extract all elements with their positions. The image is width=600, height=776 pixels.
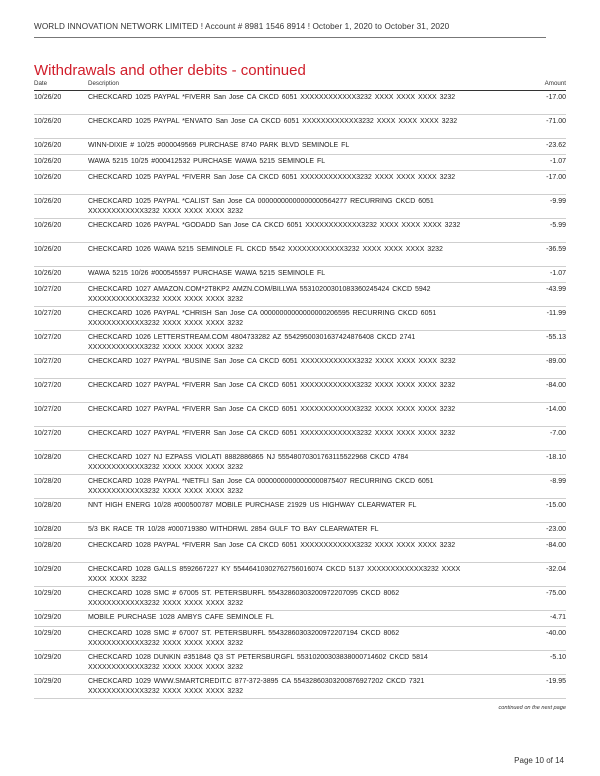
row-date: 10/26/20: [34, 158, 62, 165]
table-row: [34, 331, 566, 355]
row-amount: -17.00: [546, 94, 566, 101]
table-row: [34, 651, 566, 675]
column-header-amount: Amount: [544, 80, 566, 87]
row-date: 10/26/20: [34, 94, 62, 101]
row-description: CHECKCARD 1026 PAYPAL *GODADD San Jose CA CKCD 6051 XXXXXXXXXXXX3232 XXXX XXXX XXXX 3232: [88, 222, 461, 229]
table-row: [34, 307, 566, 331]
table-row: [34, 499, 566, 523]
table-row: [34, 563, 566, 587]
row-date: 10/28/20: [34, 542, 62, 549]
row-description: NNT HIGH ENERG 10/28 #000500787 MOBILE PURCHASE 21929 US HIGHWAY CLEARWATER FL: [88, 502, 417, 509]
row-description: WAWA 5215 10/25 #000412532 PURCHASE WAWA 5215 SEMINOLE FL: [88, 158, 326, 165]
row-description: CHECKCARD 1028 PAYPAL *NETFLI San Jose CA 00000000000000000875407 RECURRING CKCD 6051 XXXXXXXXXXXX3232 XXXX XXXX XXXX 3232: [88, 478, 434, 495]
column-header-date: Date: [34, 80, 48, 87]
row-date: 10/27/20: [34, 310, 62, 317]
table-row: [34, 219, 566, 243]
row-amount: -4.71: [550, 614, 566, 621]
row-amount: -18.10: [546, 454, 566, 461]
row-description: CHECKCARD 1028 PAYPAL *FIVERR San Jose CA CKCD 6051 XXXXXXXXXXXX3232 XXXX XXXX XXXX 3232: [88, 542, 456, 549]
row-amount: -89.00: [546, 358, 566, 365]
row-description: CHECKCARD 1029 WWW.SMARTCREDIT.C 877-372-3895 CA 55432860303200876927202 CKCD 7321 XXXXXXXXXXXX3232 XXXX XXXX XXXX 3232: [88, 678, 425, 695]
row-amount: -11.99: [546, 310, 566, 317]
row-description: CHECKCARD 1027 PAYPAL *FIVERR San Jose CA CKCD 6051 XXXXXXXXXXXX3232 XXXX XXXX XXXX 3232: [88, 382, 456, 389]
row-amount: -5.99: [550, 222, 566, 229]
row-date: 10/29/20: [34, 654, 62, 661]
row-description: MOBILE PURCHASE 1028 AMBYS CAFE SEMINOLE FL: [88, 614, 274, 621]
row-date: 10/29/20: [34, 614, 62, 621]
table-row: [34, 539, 566, 563]
table-row: [34, 427, 566, 451]
row-amount: -5.10: [550, 654, 566, 661]
statement-header: WORLD INNOVATION NETWORK LIMITED ! Account # 8981 1546 8914 ! October 1, 2020 to October 31, 2020: [34, 22, 450, 31]
row-description: CHECKCARD 1025 PAYPAL *ENVATO San Jose CA CKCD 6051 XXXXXXXXXXXX3232 XXXX XXXX XXXX 3232: [88, 118, 458, 125]
row-amount: -84.00: [546, 382, 566, 389]
row-date: 10/29/20: [34, 590, 62, 597]
row-date: 10/27/20: [34, 334, 62, 341]
row-amount: -15.00: [546, 502, 566, 509]
table-row: [34, 475, 566, 499]
table-row: [34, 155, 566, 171]
table-row: [34, 587, 566, 611]
table-row: [34, 451, 566, 475]
row-date: 10/26/20: [34, 174, 62, 181]
row-date: 10/28/20: [34, 478, 62, 485]
continued-note: continued on the next page: [498, 705, 566, 711]
table-row: [34, 611, 566, 627]
row-amount: -1.07: [550, 270, 566, 277]
row-amount: -23.62: [546, 142, 566, 149]
row-date: 10/28/20: [34, 454, 62, 461]
row-description: CHECKCARD 1028 GALLS 8592667227 KY 55446410302762756016074 CKCD 5137 XXXXXXXXXXXX3232 XXXX XXXX XXXX 3232: [88, 566, 461, 583]
row-amount: -14.00: [546, 406, 566, 413]
table-row: [34, 523, 566, 539]
row-date: 10/26/20: [34, 118, 62, 125]
row-amount: -8.99: [550, 478, 566, 485]
row-date: 10/28/20: [34, 502, 62, 509]
row-amount: -23.00: [546, 526, 566, 533]
row-description: CHECKCARD 1027 PAYPAL *FIVERR San Jose CA CKCD 6051 XXXXXXXXXXXX3232 XXXX XXXX XXXX 3232: [88, 430, 456, 437]
row-date: 10/27/20: [34, 358, 62, 365]
row-amount: -7.00: [550, 430, 566, 437]
row-amount: -71.00: [546, 118, 566, 125]
transactions-table: [34, 91, 566, 699]
row-date: 10/26/20: [34, 198, 62, 205]
row-description: CHECKCARD 1025 PAYPAL *FIVERR San Jose CA CKCD 6051 XXXXXXXXXXXX3232 XXXX XXXX XXXX 3232: [88, 174, 456, 181]
table-row: [34, 243, 566, 267]
table-row: [34, 91, 566, 115]
row-description: 5/3 BK RACE TR 10/28 #000719380 WITHDRWL 2854 GULF TO BAY CLEARWATER FL: [88, 526, 379, 533]
row-description: CHECKCARD 1026 LETTERSTREAM.COM 4804733282 AZ 55429500301637424876408 CKCD 2741 XXXXXXXXXXXX3232 XXXX XXXX XXXX 3232: [88, 334, 416, 351]
section-title: Withdrawals and other debits - continued: [34, 62, 306, 79]
row-amount: -9.99: [550, 198, 566, 205]
row-description: CHECKCARD 1027 PAYPAL *BUSINE San Jose CA CKCD 6051 XXXXXXXXXXXX3232 XXXX XXXX XXXX 3232: [88, 358, 456, 365]
header-divider: [34, 37, 546, 38]
row-date: 10/29/20: [34, 678, 62, 685]
table-row: [34, 675, 566, 699]
row-description: CHECKCARD 1026 PAYPAL *CHRISH San Jose CA 00000000000000000206595 RECURRING CKCD 6051 XXXXXXXXXXXX3232 XXXX XXXX XXXX 3232: [88, 310, 437, 327]
row-date: 10/26/20: [34, 270, 62, 277]
row-amount: -84.00: [546, 542, 566, 549]
row-date: 10/28/20: [34, 526, 62, 533]
row-amount: -32.04: [546, 566, 566, 573]
table-row: [34, 283, 566, 307]
table-row: [34, 115, 566, 139]
table-row: [34, 171, 566, 195]
row-date: 10/27/20: [34, 382, 62, 389]
row-amount: -17.00: [546, 174, 566, 181]
row-date: 10/26/20: [34, 142, 62, 149]
row-description: WAWA 5215 10/26 #000545597 PURCHASE WAWA 5215 SEMINOLE FL: [88, 270, 326, 277]
row-date: 10/27/20: [34, 430, 62, 437]
row-date: 10/26/20: [34, 222, 62, 229]
row-description: CHECKCARD 1025 PAYPAL *CALIST San Jose CA 00000000000000000564277 RECURRING CKCD 6051 XXXXXXXXXXXX3232 XXXX XXXX XXXX 3232: [88, 198, 434, 215]
row-description: CHECKCARD 1027 NJ EZPASS VIOLATI 8882886865 NJ 55548070301763115522968 CKCD 4784 XXXXXXXXXXXX3232 XXXX XXXX XXXX 3232: [88, 454, 409, 471]
row-amount: -43.99: [546, 286, 566, 293]
table-row: [34, 139, 566, 155]
table-row: [34, 627, 566, 651]
table-row: [34, 355, 566, 379]
row-amount: -36.59: [546, 246, 566, 253]
row-date: 10/29/20: [34, 630, 62, 637]
row-description: CHECKCARD 1028 DUNKIN #351848 Q3 ST PETERSBURGFL 55310200303838000714602 CKCD 5814 XXXXXXXXXXXX3232 XXXX XXXX XXXX 3232: [88, 654, 428, 671]
row-date: 10/29/20: [34, 566, 62, 573]
row-description: CHECKCARD 1026 WAWA 5215 SEMINOLE FL CKCD 5542 XXXXXXXXXXXX3232 XXXX XXXX XXXX 3232: [88, 246, 443, 253]
row-amount: -75.00: [546, 590, 566, 597]
row-date: 10/27/20: [34, 406, 62, 413]
row-description: CHECKCARD 1027 AMAZON.COM*2T8KP2 AMZN.COM/BILLWA 55310200301083360245424 CKCD 5942 XXXXXXXXXXXX3232 XXXX XXXX XXXX 3232: [88, 286, 431, 303]
row-amount: -55.13: [546, 334, 566, 341]
row-amount: -1.07: [550, 158, 566, 165]
table-row: [34, 195, 566, 219]
row-description: CHECKCARD 1028 SMC # 67007 ST. PETERSBURFL 55432860303200972207194 CKCD 8062 XXXXXXXXXXXX3232 XXXX XXXX XXXX 3232: [88, 630, 400, 647]
table-row: [34, 379, 566, 403]
table-row: [34, 267, 566, 283]
row-description: CHECKCARD 1025 PAYPAL *FIVERR San Jose CA CKCD 6051 XXXXXXXXXXXX3232 XXXX XXXX XXXX 3232: [88, 94, 456, 101]
table-row: [34, 403, 566, 427]
row-description: CHECKCARD 1028 SMC # 67005 ST. PETERSBURFL 55432860303200972207095 CKCD 8062 XXXXXXXXXXXX3232 XXXX XXXX XXXX 3232: [88, 590, 400, 607]
page-number: Page 10 of 14: [514, 756, 564, 765]
row-amount: -19.95: [546, 678, 566, 685]
row-date: 10/26/20: [34, 246, 62, 253]
row-date: 10/27/20: [34, 286, 62, 293]
row-description: WINN-DIXIE # 10/25 #000049569 PURCHASE 8740 PARK BLVD SEMINOLE FL: [88, 142, 350, 149]
row-description: CHECKCARD 1027 PAYPAL *FIVERR San Jose CA CKCD 6051 XXXXXXXXXXXX3232 XXXX XXXX XXXX 3232: [88, 406, 456, 413]
column-header-description: Description: [88, 80, 119, 87]
row-amount: -40.00: [546, 630, 566, 637]
